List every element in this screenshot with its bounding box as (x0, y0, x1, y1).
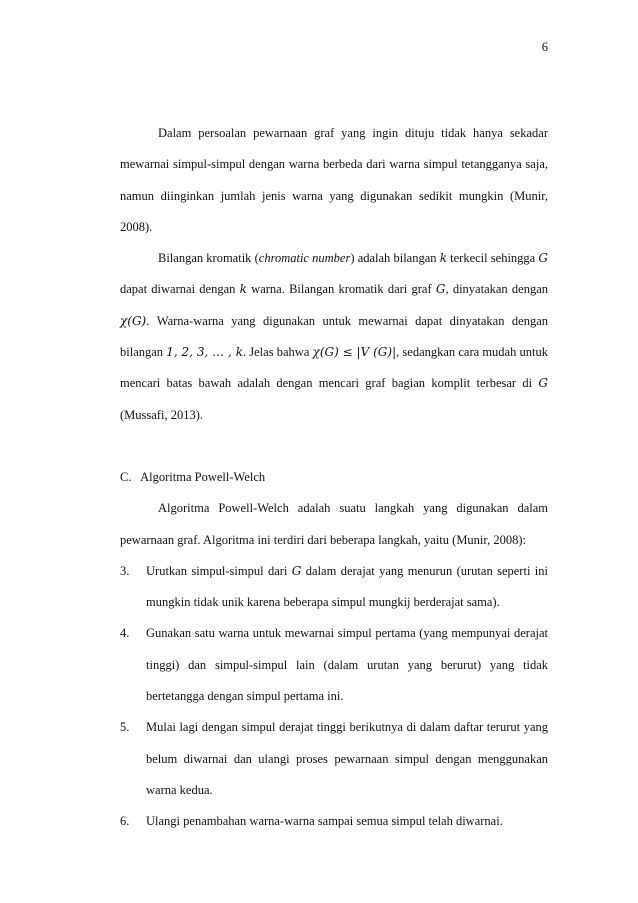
step-number: 6. (120, 814, 130, 829)
section-heading: C. Algoritma Powell-Welch (120, 469, 266, 484)
algorithm-steps (120, 556, 548, 838)
math-chi-g: χ(G) (120, 313, 147, 328)
step-number: 4. (120, 626, 130, 641)
math-k: k (239, 282, 247, 297)
math-g: G (538, 376, 548, 391)
paragraph-graph-coloring: Dalam persoalan pewarnaan graf yang ingin dituju tidak hanya sekadar mewarnai simpul-simpul dengan warna berbeda dari warna simpul tetangganya saja, namun diinginkan jumlah jenis warna yang digunakan sedikit mungkin (Munir, 2008). (120, 126, 548, 234)
step-number: 5. (120, 720, 130, 735)
list-item: 4. Gunakan satu warna untuk mewarnai simpul pertama (yang mempunyai derajat tinggi) dan simpul-simpul lain (dalam urutan yang berurut) yang tidak bertetangga dengan simpul pertama ini. (120, 618, 548, 712)
paragraph-powell-welch: Algoritma Powell-Welch adalah suatu langkah yang digunakan dalam pewarnaan graf. Algoritma ini terdiri dari beberapa langkah, yaitu (Munir, 2008): (120, 501, 548, 547)
math-number-sequence: 1, 2, 3, … , k (166, 345, 243, 360)
page-number: 6 (541, 40, 548, 54)
math-g: G (291, 563, 302, 578)
list-item: 5. Mulai lagi dengan simpul derajat tinggi berikutnya di dalam daftar terurut yang belum diwarnai dan ulangi proses pewarnaan simpul dengan menggunakan warna kedua. (120, 712, 548, 806)
math-g: G (435, 282, 446, 297)
list-item: 6. Ulangi penambahan warna-warna sampai semua simpul telah diwarnai. (120, 806, 548, 837)
term-chromatic-number: chromatic number (258, 251, 351, 266)
paragraph-chromatic-number: Bilangan kromatik (chromatic number) adalah bilangan k terkecil sehingga G dapat diwarnai dengan k warna. Bilangan kromatik dari graf G, dinyatakan dengan χ(G). Warna-warna yang digunakan untuk mewarnai dapat dinyatakan dengan bilangan 1, 2, 3, … , k. Jelas bahwa χ(G) ≤ |V (G)|, sedangkan cara mudah untuk mencari batas bawah adalah dengan mencari graf bagian komplit terbesar di G (Mussafi, 2013). (120, 251, 549, 422)
math-g: G (538, 251, 548, 266)
math-k: k (439, 251, 447, 266)
page-body (120, 118, 548, 838)
step-number: 3. (120, 563, 130, 578)
list-item: 3. Urutkan simpul-simpul dari G dalam derajat yang menurun (urutan seperti ini mungkin tidak unik karena beberapa simpul mungkij berderajat sama). (120, 556, 548, 619)
math-chi-inequality: χ(G) ≤ |V (G)| (312, 345, 397, 360)
